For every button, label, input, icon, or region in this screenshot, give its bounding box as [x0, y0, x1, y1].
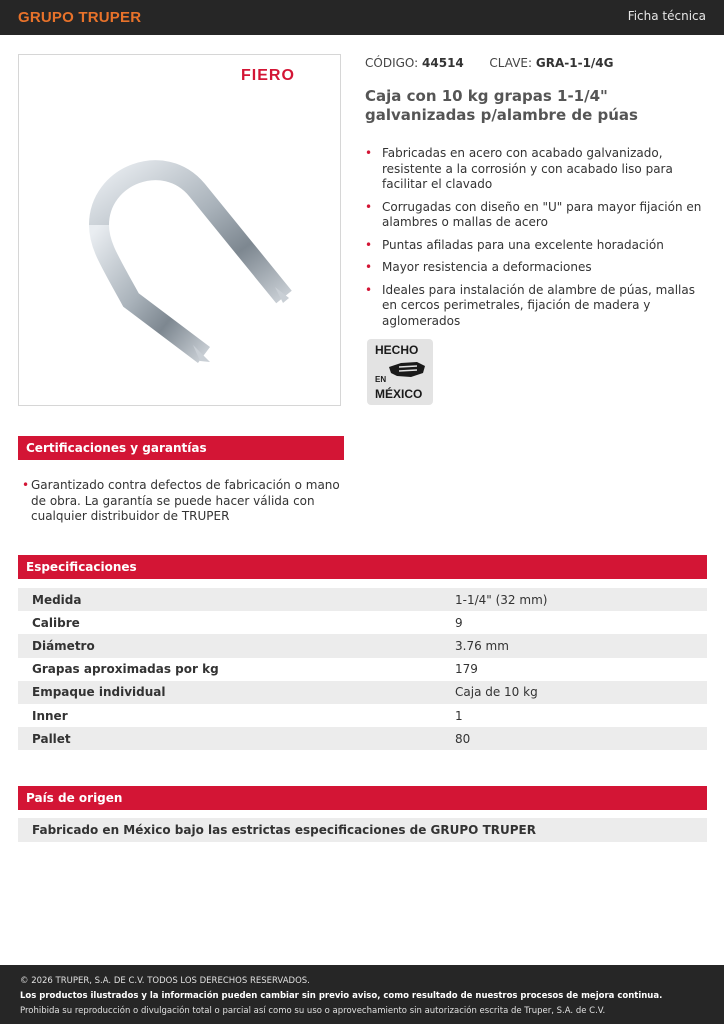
badge-line-en: EN [375, 375, 387, 384]
feature-list [365, 146, 705, 336]
spec-key: Diámetro [18, 634, 455, 657]
feature-item: • Mayor resistencia a deformaciones [365, 260, 705, 276]
footer-notice: Los productos ilustrados y la información pueden cambiar sin previo aviso, como resultado de nuestros procesos de mejora continua. [20, 991, 663, 1001]
footer [0, 965, 724, 1024]
spec-key: Inner [32, 708, 68, 723]
top-bar [0, 0, 724, 35]
fiero-logo: FIERO [241, 67, 295, 84]
certifications-header: Certificaciones y garantías [18, 436, 344, 460]
key-label: CLAVE: [489, 56, 533, 70]
table-row [18, 611, 707, 634]
spec-value: 80 [455, 727, 707, 750]
spec-key: Medida [18, 588, 455, 611]
table-row [18, 704, 707, 727]
table-row [18, 588, 707, 611]
origin-text: Fabricado en México bajo las estrictas especificaciones de GRUPO TRUPER [18, 818, 707, 842]
badge-line-hecho: HECHO [375, 343, 419, 357]
product-image-frame [18, 54, 341, 406]
origin-header: País de origen [18, 786, 707, 810]
spec-value: Caja de 10 kg [455, 681, 707, 704]
spec-key: Empaque individual [18, 681, 455, 704]
table-row [18, 681, 707, 704]
product-title: Caja con 10 kg grapas 1-1/4" galvanizadas p/alambre de púas [365, 87, 638, 124]
table-row [18, 658, 707, 681]
spec-value: 1 [455, 708, 463, 723]
table-row [18, 727, 707, 750]
feature-item: • Corrugadas con diseño en "U" para mayor fijación en alambres o mallas de acero [365, 200, 705, 231]
u-staple-icon [69, 155, 299, 385]
code-value: 44514 [422, 56, 464, 70]
spec-value: 9 [455, 615, 463, 630]
key-value: GRA-1-1/4G [535, 56, 614, 70]
document-type-label: Ficha técnica [627, 9, 706, 23]
feature-item: • Ideales para instalación de alambre de púas, mallas en cercos perimetrales, fijación de madera y aglomerados [365, 283, 705, 330]
hecho-en-mexico-badge [367, 339, 433, 405]
specifications-header: Especificaciones [18, 555, 707, 579]
badge-line-mexico: MÉXICO [375, 387, 423, 401]
spec-value: 3.76 mm [455, 634, 707, 657]
mexico-fist-icon [387, 359, 427, 381]
feature-item: • Puntas afiladas para una excelente horadación [365, 238, 705, 254]
code-label: CÓDIGO: [365, 56, 419, 70]
spec-key: Grapas aproximadas por kg [32, 662, 219, 677]
specifications-table [18, 588, 707, 750]
footer-legal: Prohibida su reproducción o divulgación total o parcial así como su uso o aprovechamiento sin autorización escrita de Truper, S.A. de C.V. [20, 1006, 606, 1016]
spec-value: 1-1/4" (32 mm) [455, 588, 707, 611]
grupo-truper-logo: GRUPO TRUPER [18, 9, 142, 26]
product-code-line [365, 56, 614, 70]
spec-key: Calibre [32, 615, 80, 630]
feature-item: • Fabricadas en acero con acabado galvanizado, resistente a la corrosión y con acabado liso para facilitar el clavado [365, 146, 705, 193]
footer-copyright: © 2026 TRUPER, S.A. DE C.V. TODOS LOS DERECHOS RESERVADOS. [20, 976, 310, 986]
spec-key: Pallet [18, 727, 455, 750]
warranty-text: • Garantizado contra defectos de fabricación o mano de obra. La garantía se puede hacer válida con cualquier distribuidor de TRUPER [22, 478, 342, 525]
spec-value: 179 [455, 662, 478, 677]
table-row [18, 634, 707, 657]
